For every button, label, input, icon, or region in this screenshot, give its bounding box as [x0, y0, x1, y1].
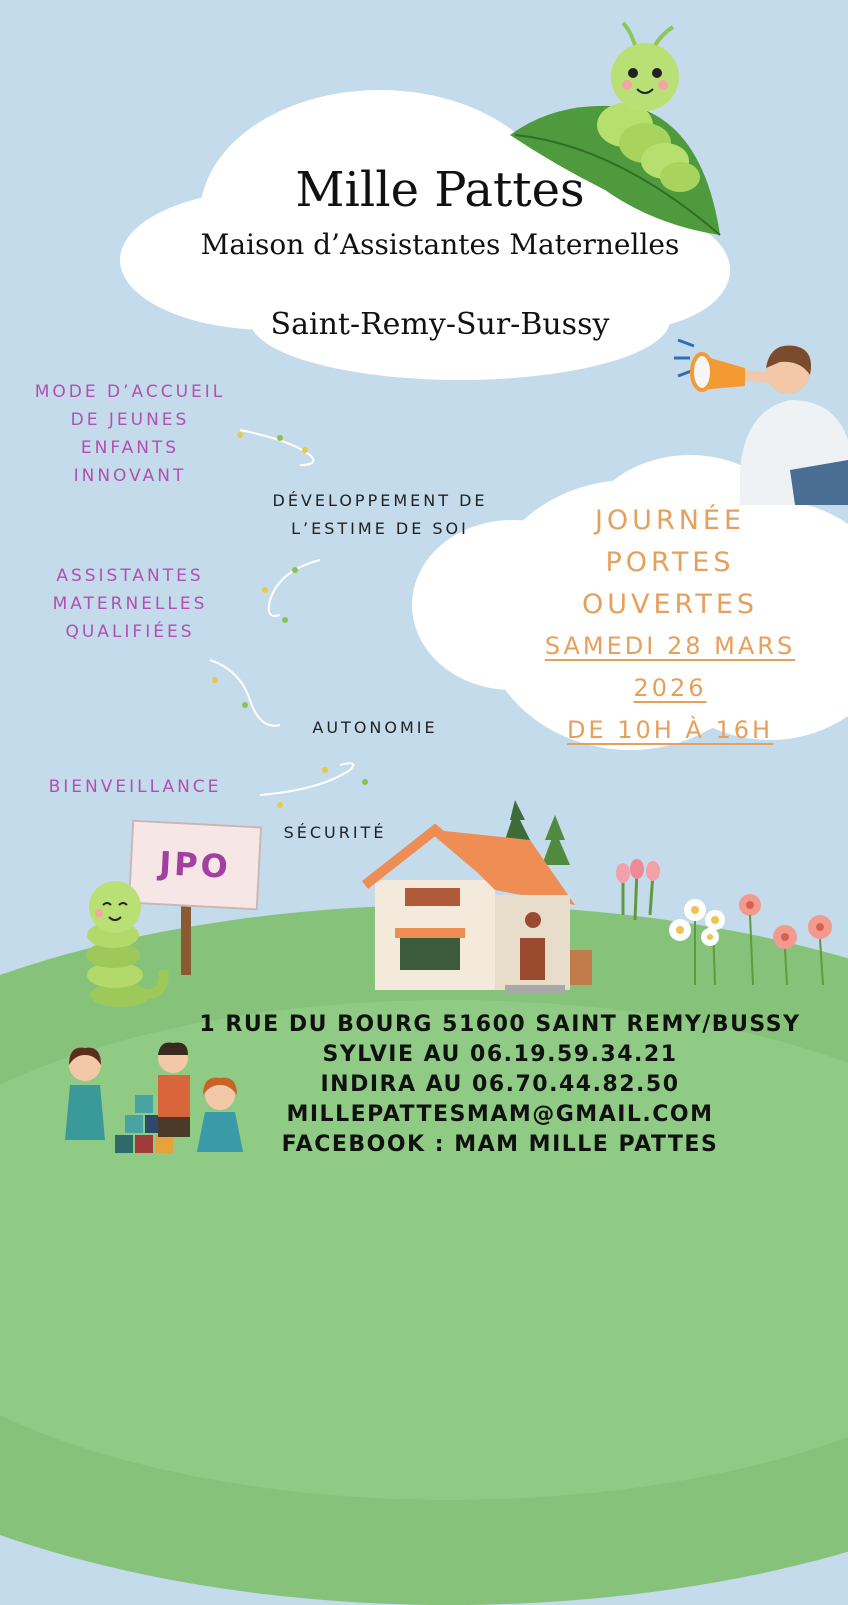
value-securite: SÉCURITÉ	[283, 823, 387, 842]
contact-address: 1 RUE DU BOURG 51600 SAINT REMY/BUSSY	[199, 1012, 801, 1037]
value-autonomie: AUTONOMIE	[312, 718, 438, 737]
contact-phone-indira: INDIRA AU 06.70.44.82.50	[320, 1072, 680, 1097]
value-bienveillance: BIENVEILLANCE	[48, 777, 222, 797]
value-assistantes-qualifiees: ASSISTANTES MATERNELLES QUALIFIÉES	[52, 566, 208, 642]
value-mode-accueil: MODE D’ACCUEIL DE JEUNES ENFANTS INNOVANT	[34, 382, 226, 486]
caterpillar-illustration	[75, 875, 175, 1010]
house-illustration	[360, 800, 600, 1000]
event-date: SAMEDI 28 MARS 2026 DE 10H À 16H	[544, 632, 796, 744]
page-subtitle: Maison d’Assistantes Maternelles	[200, 228, 680, 261]
event-title: JOURNÉE PORTES OUVERTES	[581, 505, 759, 620]
contact-facebook: FACEBOOK : MAM MILLE PATTES	[281, 1132, 719, 1157]
sign-post	[181, 895, 191, 975]
woman-megaphone-illustration	[670, 330, 848, 505]
contact-phone-sylvie: SYLVIE AU 06.19.59.34.21	[322, 1042, 678, 1067]
value-estime-de-soi: DÉVELOPPEMENT DE L’ESTIME DE SOI	[272, 491, 488, 538]
jpo-sign-text: JPO	[158, 844, 232, 886]
town-name: Saint-Remy-Sur-Bussy	[270, 307, 610, 342]
contact-email: MILLEPATTESMAM@GMAIL.COM	[286, 1102, 714, 1127]
flowers-illustration	[605, 855, 848, 995]
page-title: Mille Pattes	[295, 162, 585, 218]
